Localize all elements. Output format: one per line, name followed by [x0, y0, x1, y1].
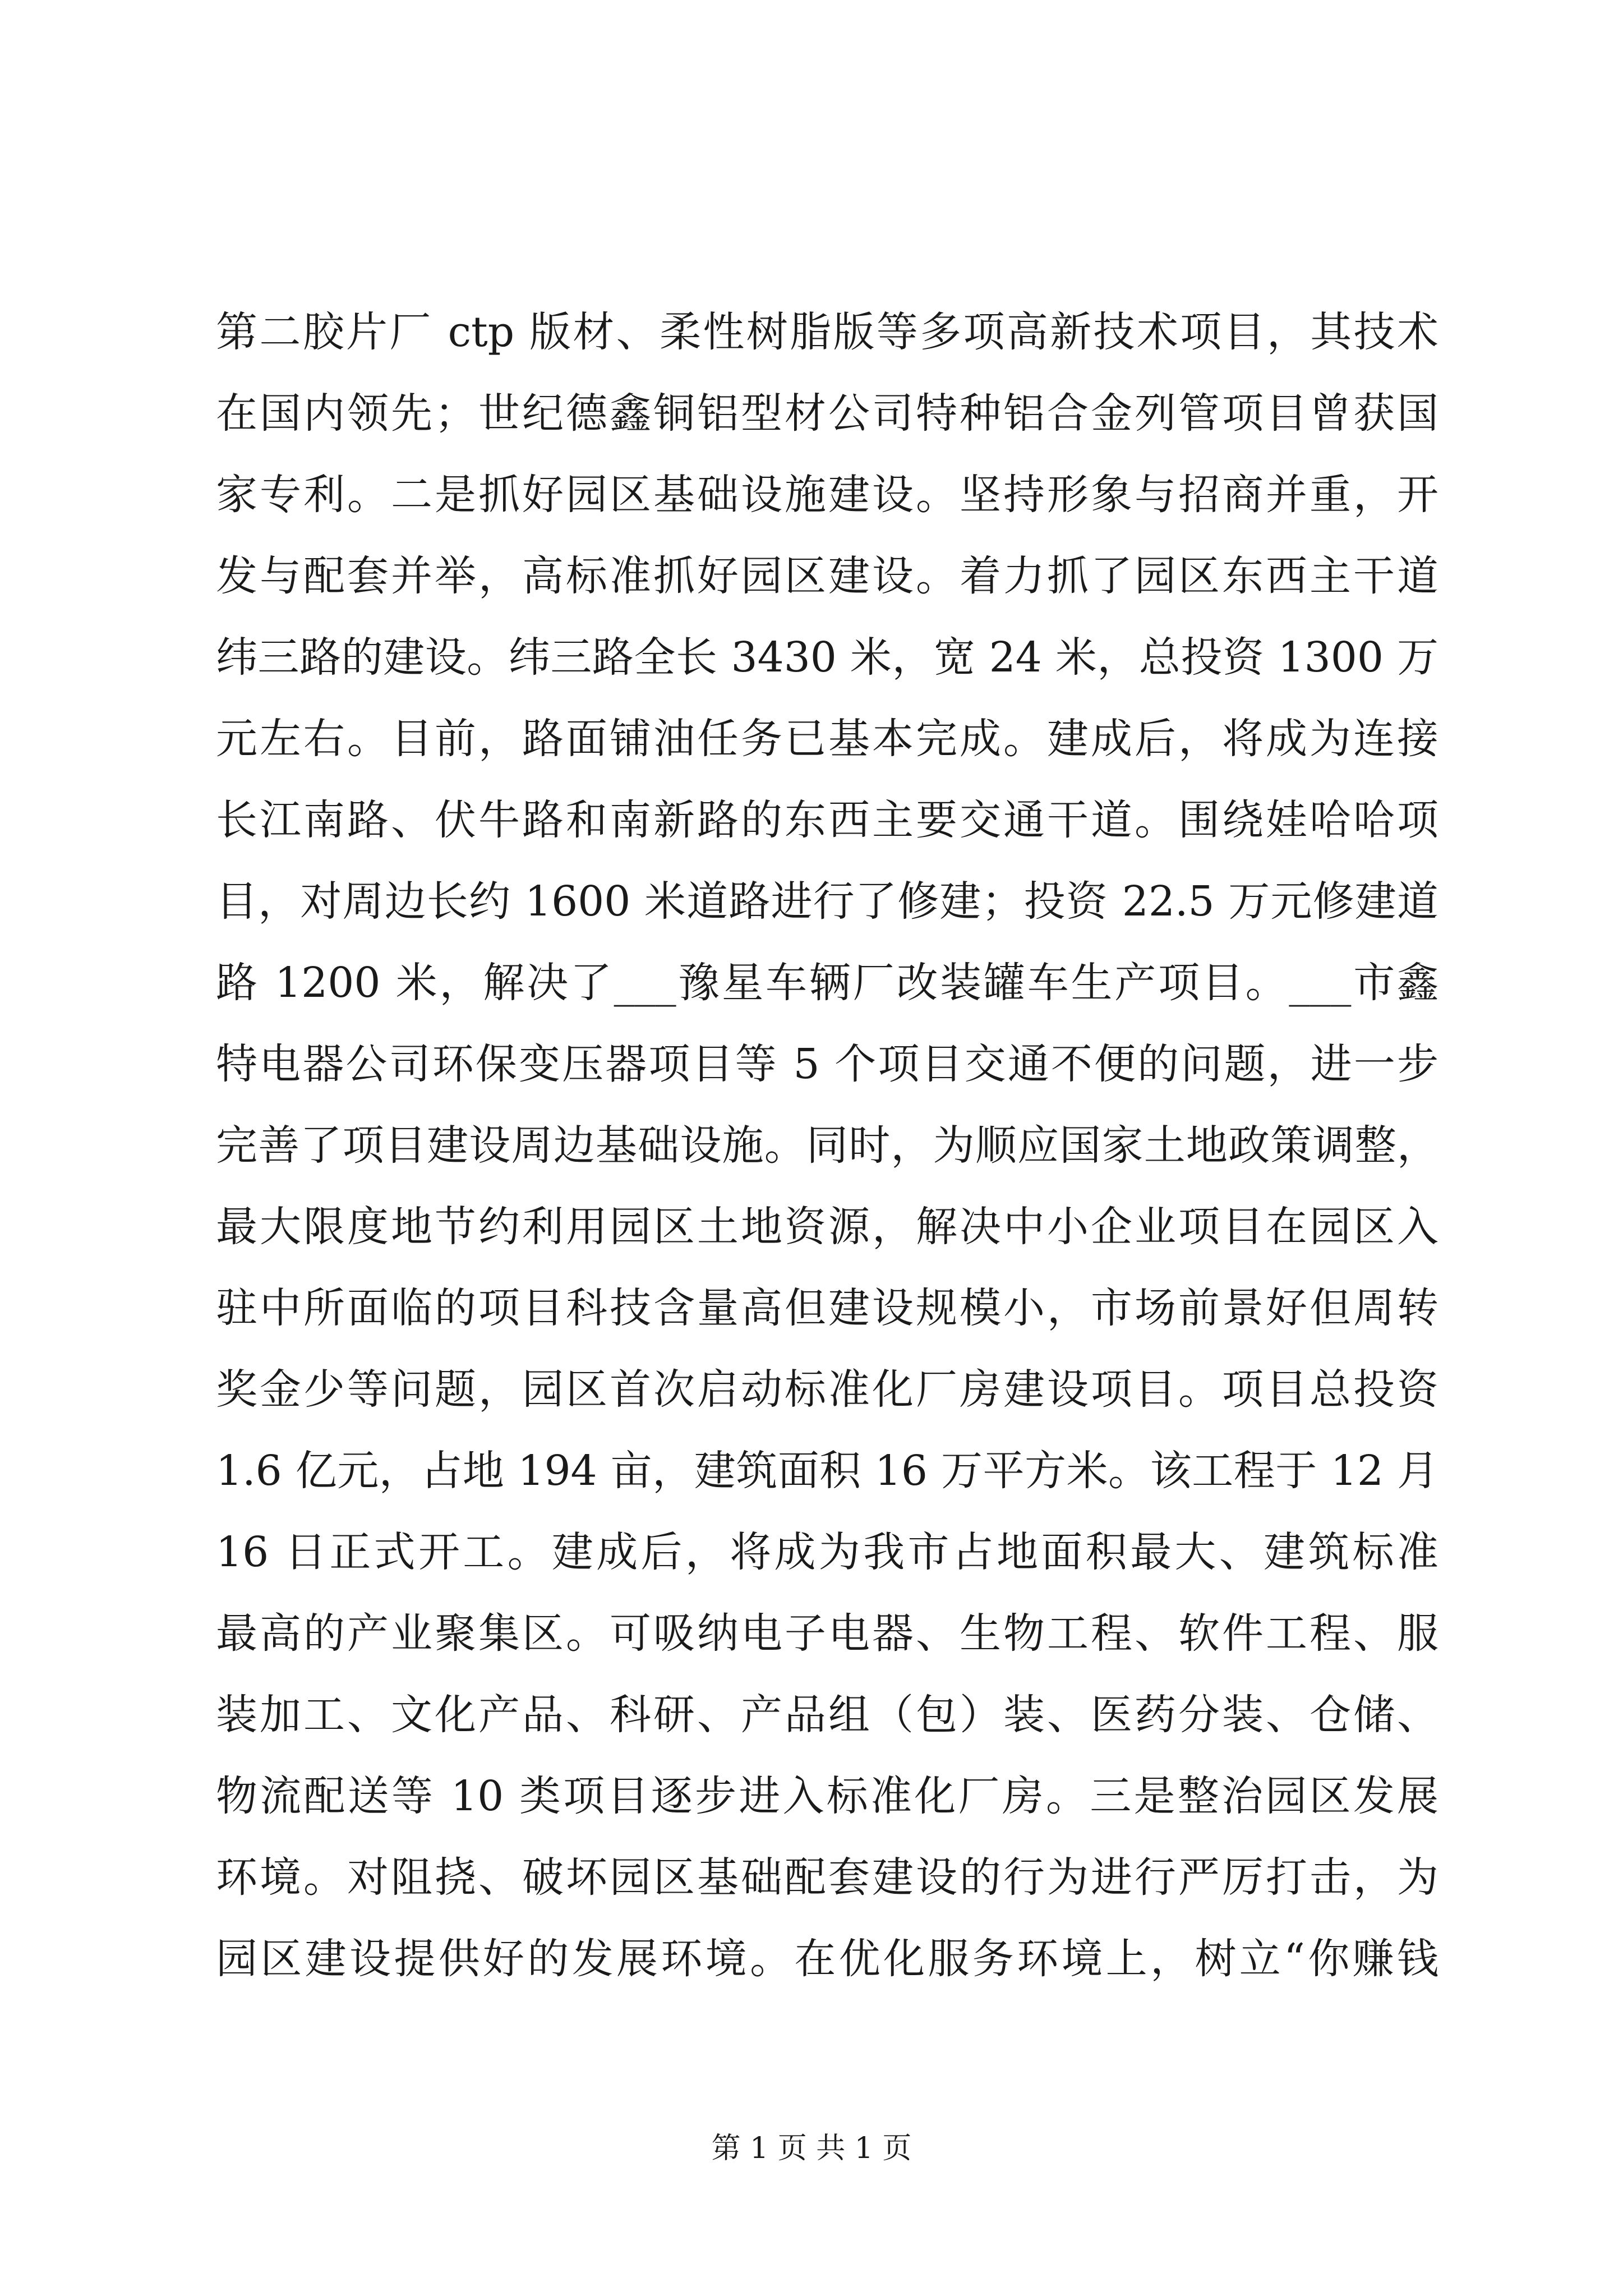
text-line: 最大限度地节约利用园区土地资源，解决中小企业项目在园区入 [216, 1203, 1438, 1251]
text-line: 完善了项目建设周边基础设施。同时，为顺应国家土地政策调整， [216, 1121, 1438, 1170]
text-line: 16 日正式开工。建成后，将成为我市占地面积最大、建筑标准 [216, 1528, 1438, 1576]
text-line: 1.6 亿元，占地 194 亩，建筑面积 16 万平方米。该工程于 12 月 [216, 1447, 1438, 1495]
text-line: 最高的产业聚集区。可吸纳电子电器、生物工程、软件工程、服 [216, 1609, 1438, 1658]
text-line: 特电器公司环保变压器项目等 5 个项目交通不便的问题，进一步 [216, 1040, 1438, 1088]
body-paragraph [216, 292, 1438, 2000]
text-line: 家专利。二是抓好园区基础设施建设。坚持形象与招商并重，开 [216, 471, 1438, 519]
text-line: 环境。对阻挠、破坏园区基础配套建设的行为进行严厉打击，为 [216, 1853, 1438, 1902]
text-line: 第二胶片厂 ctp 版材、柔性树脂版等多项高新技术项目，其技术 [216, 308, 1438, 356]
text-line: 驻中所面临的项目科技含量高但建设规模小，市场前景好但周转 [216, 1284, 1438, 1332]
text-line: 装加工、文化产品、科研、产品组（包）装、医药分装、仓储、 [216, 1691, 1438, 1739]
text-line: 奖金少等问题，园区首次启动标准化厂房建设项目。项目总投资 [216, 1365, 1438, 1414]
text-line: 在国内领先；世纪德鑫铜铝型材公司特种铝合金列管项目曾获国 [216, 389, 1438, 438]
text-line: 长江南路、伏牛路和南新路的东西主要交通干道。围绕娃哈哈项 [216, 796, 1438, 844]
text-line: 纬三路的建设。纬三路全长 3430 米，宽 24 米，总投资 1300 万 [216, 633, 1438, 682]
text-line: 发与配套并举，高标准抓好园区建设。着力抓了园区东西主干道 [216, 552, 1438, 600]
text-line: 元左右。目前，路面铺油任务已基本完成。建成后，将成为连接 [216, 715, 1438, 763]
text-line: 物流配送等 10 类项目逐步进入标准化厂房。三是整治园区发展 [216, 1772, 1438, 1820]
text-line: 路 1200 米，解决了___豫星车辆厂改装罐车生产项目。___市鑫 [216, 959, 1438, 1007]
page-footer: 第 1 页 共 1 页 [711, 2132, 912, 2165]
text-line: 目，对周边长约 1600 米道路进行了修建；投资 22.5 万元修建道 [216, 877, 1438, 926]
text-line: 园区建设提供好的发展环境。在优化服务环境上，树立“你赚钱 [216, 1935, 1438, 1983]
